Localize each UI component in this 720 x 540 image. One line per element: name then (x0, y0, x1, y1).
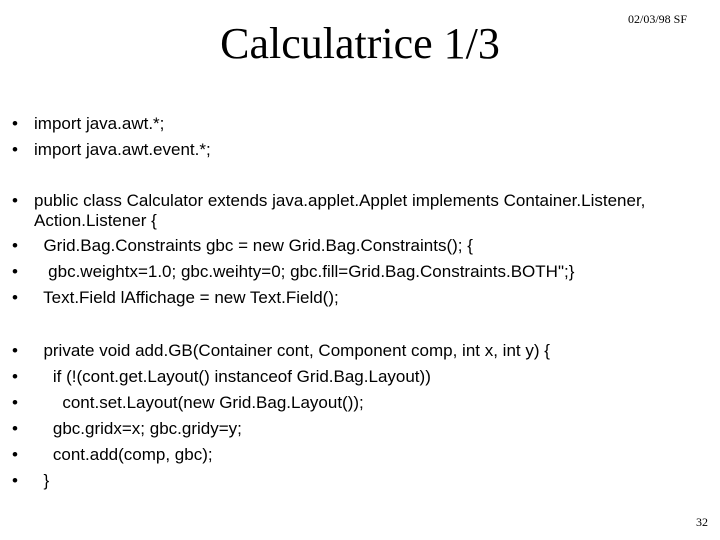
bullet-glyph: • (12, 236, 18, 255)
bullet-text: Text.Field lAffichage = new Text.Field(); (34, 288, 339, 307)
bullet-text: gbc.gridx=x; gbc.gridy=y; (34, 419, 242, 438)
bullet-glyph: • (12, 191, 18, 210)
slide-title: Calculatrice 1/3 (220, 19, 500, 68)
bullet-text: import java.awt.event.*; (34, 140, 211, 159)
bullet-glyph: • (12, 471, 18, 490)
bullet-text: private void add.GB(Container cont, Component comp, int x, int y) { (34, 341, 550, 360)
bullet-glyph: • (12, 140, 18, 159)
bullet-text: gbc.weightx=1.0; gbc.weihty=0; gbc.fill=Grid.Bag.Constraints.BOTH";} (34, 262, 575, 281)
page-number: 32 (696, 515, 708, 529)
bullet-glyph: • (12, 393, 18, 412)
bullet-glyph: • (12, 114, 18, 133)
bullet-glyph: • (12, 262, 18, 281)
slide-date: 02/03/98 SF (628, 12, 688, 26)
bullet-text: } (34, 471, 50, 490)
bullet-text: cont.add(comp, gbc); (34, 445, 213, 464)
bullet-text: Grid.Bag.Constraints gbc = new Grid.Bag.Constraints(); { (34, 236, 473, 255)
bullet-glyph: • (12, 445, 18, 464)
bullet-text: import java.awt.*; (34, 114, 165, 133)
bullet-text: cont.set.Layout(new Grid.Bag.Layout()); (34, 393, 364, 412)
bullet-glyph: • (12, 367, 18, 386)
bullet-text: public class Calculator extends java.applet.Applet implements Container.Listener, (34, 191, 646, 210)
bullet-text: Action.Listener { (34, 211, 157, 230)
bullet-glyph: • (12, 341, 18, 360)
bullet-text: if (!(cont.get.Layout() instanceof Grid.Bag.Layout)) (34, 367, 431, 386)
bullet-glyph: • (12, 419, 18, 438)
bullet-glyph: • (12, 288, 18, 307)
